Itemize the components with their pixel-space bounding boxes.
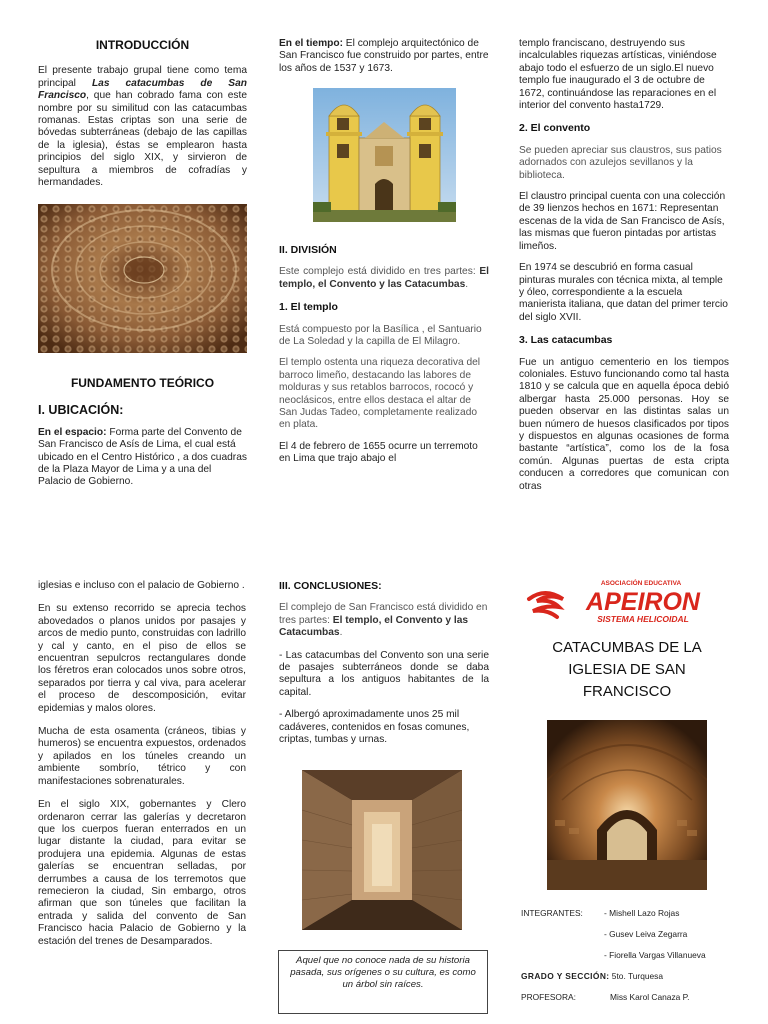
integrantes-label: INTEGRANTES: xyxy=(521,908,583,918)
tunnel-corridor-photo xyxy=(302,770,462,930)
fundamento-section xyxy=(38,377,247,489)
division-paragraph: Este complejo está dividido en tres partes: El templo, el Convento y las Catacumbas. xyxy=(279,266,489,290)
tiempo-section xyxy=(279,38,489,75)
convento-heading: 2. El convento xyxy=(519,122,591,135)
conclusiones-paragraph-1: El complejo de San Francisco está dividido en tres partes: El templo, el Convento y las Catacumbas. xyxy=(279,602,488,639)
helix-icon xyxy=(529,593,563,617)
grado-row xyxy=(521,971,663,982)
division-heading: II. DIVISIÓN xyxy=(279,244,337,256)
brochure-title: CATACUMBAS DE LA IGLESIA DE SAN FRANCISCO xyxy=(552,639,702,700)
logo-sub-text: SISTEMA HELICOIDAL xyxy=(597,614,689,624)
templo-paragraph-1: Está compuesto por la Basílica , el Santuario de La Soledad y la capilla de El Milagro. xyxy=(279,323,482,348)
column-three xyxy=(519,38,729,493)
convento-paragraph-1: Se pueden apreciar sus claustros, sus patios adornados con azulejos sevillanos y la biblioteca. xyxy=(519,144,722,181)
bone-pattern-photo xyxy=(38,204,247,353)
column-four xyxy=(38,580,246,948)
conclusiones-heading: III. CONCLUSIONES: xyxy=(279,580,382,592)
intro-emphasis: Las catacumbas de San Francisco xyxy=(38,77,247,102)
logo-main-text: APEIRON xyxy=(586,588,700,616)
catacumbas-paragraph: Fue un antiguo cementerio en los tiempos coloniales. Estuvo funcionando como tal hasta 1810 y se calcula que en aquella época debió albergar hasta 25.000 personas. Hoy se pueden observar en las distintas salas un buen número de huesos clasificados por tipos y dispuestos en algunas ocasiones de forma bastante “artística”, como los de la fosa común. Algunas puertas de esta cripta conducen a corredores que comunican con otras xyxy=(519,356,729,492)
grado-value: 5to. Turquesa xyxy=(611,971,664,981)
ubicacion-heading: I. UBICACIÓN: xyxy=(38,403,124,418)
tiempo-paragraph: En el tiempo: El complejo arquitectónico de San Francisco fue construido por partes, entre los años de 1537 y 1673. xyxy=(279,38,489,74)
convento-paragraph-3: En 1974 se descubrió en forma casual pinturas murales con técnica mixta, al temple y óleo, correspondiente a la escuela manierista italiana, que datan del primer tercio del siglo XVII. xyxy=(519,262,728,323)
conclusiones-paragraph-2: - Las catacumbas del Convento son una serie de pasajes subterráneos donde se daba sepultura a los antiguos habitantes de la capital. xyxy=(279,649,489,698)
intro-heading: INTRODUCCIÓN xyxy=(95,38,190,52)
profesora-value: Miss Karol Canaza P. xyxy=(610,992,690,1002)
quote-box: Aquel que no conoce nada de su historia pasada, sus orígenes o su cultura, es como un árbol sin raíces. xyxy=(278,950,488,1014)
fundamento-heading: FUNDAMENTO TEÓRICO xyxy=(70,376,215,390)
espacio-paragraph: En el espacio: Forma parte del Convento de San Francisco de Asís de Lima, el cual está ubicado en el Centro Histórico , a dos cuadras de la Plaza Mayor de Lima y a una del Palacio de Gobierno. xyxy=(38,426,247,488)
templo-continued: templo franciscano, destruyendo sus incalculables riquezas artísticas, viniéndose abajo todo el esfuerzo de un siglo.El nuevo templo fue inaugurado el 3 de octubre de 1672, continuándose las reparaciones en el interior del convento hasta1729. xyxy=(519,38,717,112)
templo-paragraph-3: El 4 de febrero de 1655 ocurre un terremoto en Lima que trajo abajo el xyxy=(279,440,478,465)
integrante-2: - Gusev Leiva Zegarra xyxy=(604,929,688,939)
logo-top-text: ASOCIACIÓN EDUCATIVA xyxy=(600,580,682,587)
integrante-1: - Mishell Lazo Rojas xyxy=(604,908,680,918)
grado-label: GRADO Y SECCIÓN: xyxy=(521,971,610,981)
conclusiones-paragraph-3: - Albergó aproximadamente unos 25 mil cadáveres, contenidos en fosas comunes, criptas, tumbas y urnas. xyxy=(279,709,470,746)
integrante-3: - Fiorella Vargas Villanueva xyxy=(604,950,706,960)
catacumbas-heading: 3. Las catacumbas xyxy=(519,334,613,347)
division-section xyxy=(279,244,489,466)
templo-heading: 1. El templo xyxy=(279,301,338,314)
templo-paragraph-2: El templo ostenta una riqueza decorativa del barroco limeño, destacando las labores de molduras y sus retablos barrocos, rococó y neoclásicos, entre ellos destaca el altar de San Judas Tadeo, completamente realizado en plata. xyxy=(279,357,481,431)
apeiron-logo xyxy=(523,577,723,627)
conclusiones-section xyxy=(279,580,489,746)
osamenta-paragraph: Mucha de esta osamenta (cráneos, tibias y humeros) se encuentra expuestos, ordenados y apilados en los túneles creando un ambiente sombrío, tétrico y con manifestaciones sobrenaturales. xyxy=(38,726,246,787)
profesora-label: PROFESORA: xyxy=(521,992,576,1002)
church-facade-photo xyxy=(313,88,456,222)
catacomb-vault-photo xyxy=(547,720,707,890)
recorrido-paragraph: En su extenso recorrido se aprecia techos abovedados o planos unidos por pasajes y arcos de medio punto, construidas con ladrillo y cal y canto, en el piso de ellos se encuentran sepulcros rectangulares donde los féretros eran colocados unos sobre otros, separados por tierra y cal viva, para acelerar el proceso de descomposición, evitar epidemias y malos olores. xyxy=(38,603,246,714)
siglo-xix-paragraph: En el siglo XIX, gobernantes y Clero ordenaron cerrar las galerías y decretaron que los cuerpos fueran enterrados en un lugar distante la ciudad, para evitar se produjera una epidemia. Algunas de estas galerías se encuentran selladas, por derrumbes a causa de los terremotos que remecieron la ciudad, Sin embargo, otros afirman que son túneles que facilitan la entrada y salida del convento de San Francisco hacia Palacio de Gobierno y la estación del trenes de Desamparados. xyxy=(38,799,246,947)
intro-section xyxy=(38,39,247,189)
intro-paragraph: El presente trabajo grupal tiene como tema principal Las catacumbas de San Francisco, que han cobrado fama con este nombre por su similitud con las catacumbas romanas. Estas criptas son una serie de bóvedas subterráneas (debajo de las capillas de la iglesia), éstas se emplearon hasta principios del siglo XIX, y sirvieron de sepultura a miembros de cofradías y hermandades. xyxy=(38,65,247,189)
convento-paragraph-2: El claustro principal cuenta con una colección de 39 lienzos hechos en 1671: Representan escenas de la vida de San Francisco de Asís, las mismas que fueron pintadas por artistas limeños. xyxy=(519,191,726,252)
catacumbas-continued: iglesias e incluso con el palacio de Gobierno . xyxy=(38,580,245,591)
